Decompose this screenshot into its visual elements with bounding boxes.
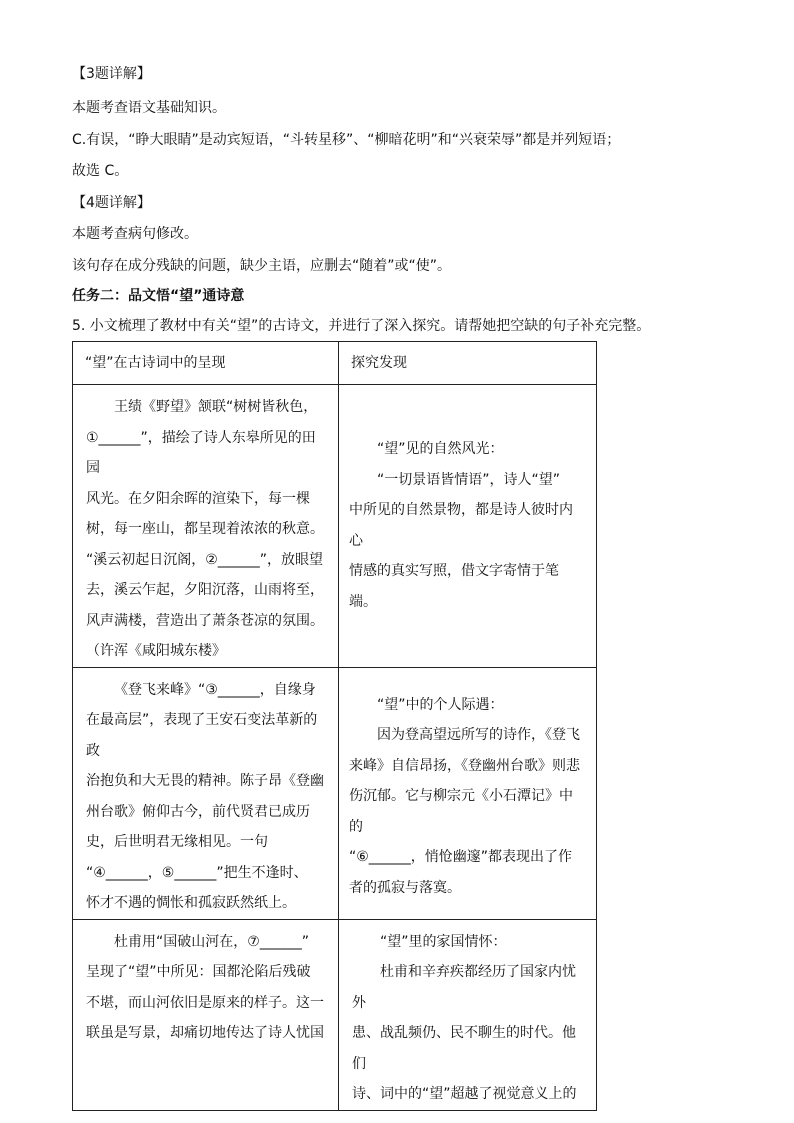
row3-left-cell bbox=[73, 919, 339, 1110]
text-line: （许浑《咸阳城东楼》 bbox=[86, 643, 226, 659]
text-line: 在最高层”，表现了王安石变法革新的政 bbox=[86, 712, 318, 759]
text-line: ①______”，描绘了诗人东皋所见的田园 bbox=[86, 429, 316, 476]
text-line: “④______，⑤______”把生不逢时、 bbox=[86, 864, 308, 881]
text-line: 风声满楼，营造出了萧条苍凉的氛围。 bbox=[86, 612, 324, 629]
text-line: 去，溪云乍起，夕阳沉落，山雨将至， bbox=[86, 582, 324, 598]
q3-heading: 【3题详解】 bbox=[72, 66, 151, 82]
table-header-row bbox=[73, 342, 597, 385]
header-cell-presentation bbox=[73, 342, 339, 385]
table-row bbox=[73, 667, 597, 919]
q4-description: 本题考查病句修改。 bbox=[72, 226, 198, 242]
text-line: 治抱负和大无畏的精神。陈子昂《登幽 bbox=[86, 773, 324, 789]
text-line: 因为登高望远所写的诗作，《登飞 bbox=[377, 727, 580, 743]
text-line: 王绩《野望》颔联“树树皆秋色， bbox=[114, 399, 318, 415]
header-label-findings: 探究发现 bbox=[351, 355, 407, 371]
text-line: 《登飞来峰》“③______，自缘身 bbox=[114, 681, 316, 698]
q4-analysis: 该句存在成分残缺的问题，缺少主语，应删去“随着”或“使”。 bbox=[72, 258, 452, 274]
text-line: “望”见的自然风光： bbox=[377, 441, 504, 458]
text-line: “溪云初起日沉阁，②______”，放眼望 bbox=[86, 551, 324, 568]
row1-left-cell bbox=[73, 385, 339, 668]
row2-right-cell bbox=[339, 667, 597, 919]
text-line: 风光。在夕阳余晖的渲染下，每一棵 bbox=[86, 490, 310, 507]
text-line: “望”里的家国情怀： bbox=[380, 933, 507, 950]
text-line: 树，每一座山，都呈现着浓浓的秋意。 bbox=[86, 521, 324, 537]
table-row bbox=[73, 385, 597, 668]
text-line: 怀才不遇的惆怅和孤寂跃然纸上。 bbox=[86, 895, 296, 911]
text-line: “⑥______，悄怆幽邃”都表现出了作 bbox=[349, 849, 573, 865]
text-line: 者的孤寂与落寞。 bbox=[349, 879, 461, 896]
row2-left-cell bbox=[73, 667, 339, 919]
header-cell-findings bbox=[339, 342, 597, 385]
row3-right-cell bbox=[339, 919, 597, 1110]
text-line: 联虽是写景，却痛切地传达了诗人忧国 bbox=[86, 1025, 324, 1041]
text-line: 杜甫和辛弃疾都经历了国家内忧外 bbox=[352, 964, 576, 1011]
text-line: 呈现了“望”中所见：国都沦陷后残破 bbox=[86, 964, 311, 980]
text-line: 州台歌》俯仰古今，前代贤君已成历 bbox=[86, 803, 310, 820]
text-line: 情感的真实写照，借文字寄情于笔端。 bbox=[349, 563, 559, 610]
q3-analysis: C.有误，“睁大眼睛”是动宾短语，“斗转星移”、“柳暗花明”和“兴衰荣辱”都是并列短语； bbox=[72, 132, 621, 148]
text-line: “望”中的个人际遇： bbox=[377, 696, 504, 713]
table-row bbox=[73, 919, 597, 1110]
text-line: 伤沉郁。它与柳宗元《小石潭记》中的 bbox=[349, 788, 573, 835]
row1-right-cell bbox=[339, 385, 597, 668]
header-label-presentation: “望”在古诗词中的呈现 bbox=[85, 355, 226, 371]
text-line: 患、战乱频仍、民不聊生的时代。他们 bbox=[352, 1025, 576, 1072]
text-line: 杜甫用“国破山河在，⑦______” bbox=[114, 933, 310, 950]
text-line: 来峰》自信昂扬，《登幽州台歌》则悲 bbox=[349, 757, 580, 774]
text-line: 诗、词中的“望”超越了视觉意义上的 bbox=[352, 1086, 577, 1102]
task2-title: 任务二：品文悟“望”通诗意 bbox=[72, 288, 245, 304]
q3-description: 本题考查语文基础知识。 bbox=[72, 100, 226, 116]
q5-prompt: 5. 小文梳理了教材中有关“望”的古诗文，并进行了深入探究。请帮她把空缺的句子补充完整。 bbox=[72, 318, 651, 334]
text-line: 中所见的自然景物，都是诗人彼时内心 bbox=[349, 502, 573, 549]
exploration-table bbox=[72, 341, 597, 1111]
q3-answer: 故选 C。 bbox=[72, 163, 129, 179]
text-line: 不堪，而山河依旧是原来的样子。这一 bbox=[86, 994, 324, 1011]
text-line: “一切景语皆情语”，诗人“望” bbox=[377, 471, 561, 488]
q4-heading: 【4题详解】 bbox=[72, 195, 151, 211]
text-line: 史，后世明君无缘相见。一句 bbox=[86, 834, 268, 850]
